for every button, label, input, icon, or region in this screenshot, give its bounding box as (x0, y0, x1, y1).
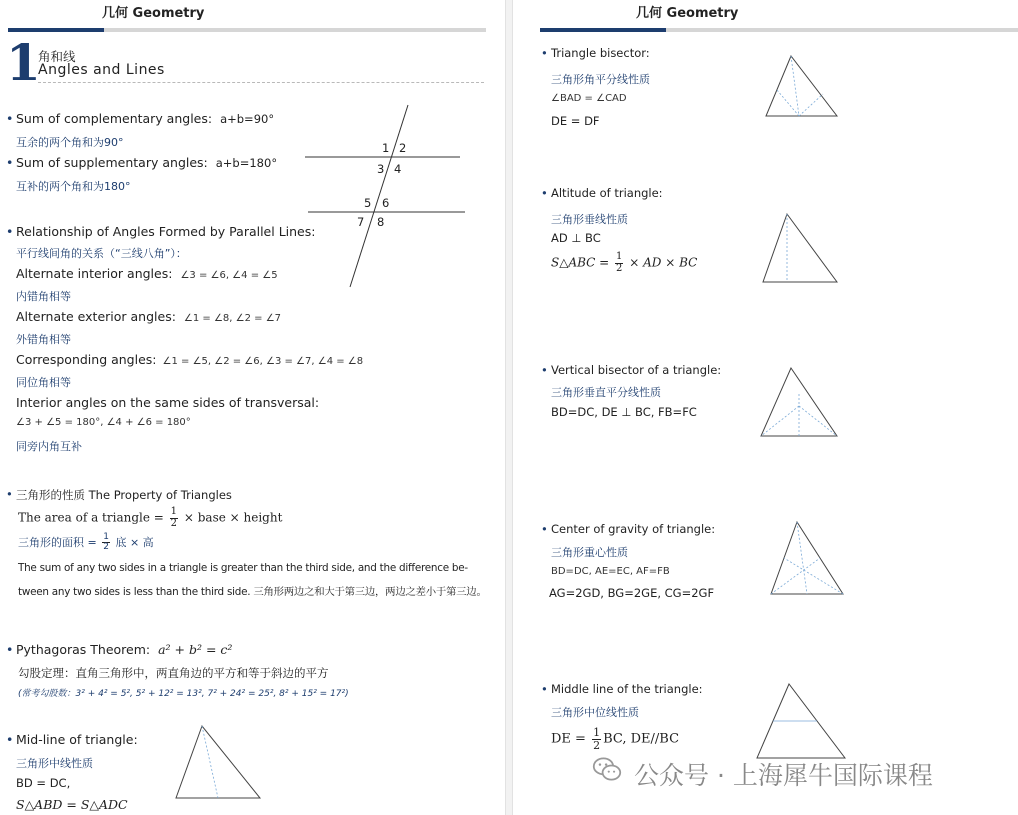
gravity-cn: 三角形重心性质 (551, 546, 628, 559)
bisector-cn: 三角形角平分线性质 (551, 73, 650, 86)
triangle-area-cn: 三角形的面积 = $\frac{1}{2}$ 底 × 高 (18, 532, 154, 553)
alt-exterior-label: Alternate exterior angles: ∠1 = ∠8, ∠2 = ∠7 (16, 309, 282, 324)
angle-label-4: 4 (394, 162, 402, 176)
section-title-en: Angles and Lines (38, 62, 165, 78)
pythagoras-cn: 勾股定理：直角三角形中，两直角边的平方和等于斜边的平方 (18, 666, 329, 680)
gravity-line1: BD=DC, AE=EC, AF=FB (551, 566, 670, 577)
vertical-bisector-label: • Vertical bisector of a triangle: (551, 363, 721, 377)
alt-interior-label: Alternate interior angles: ∠3 = ∠6, ∠4 = ∠5 (16, 266, 278, 281)
bisector-triangle-figure (763, 50, 843, 120)
alt-exterior-formula: ∠1 = ∠8, ∠2 = ∠7 (183, 313, 282, 324)
pythagoras-label: • Pythagoras Theorem: a² + b² = c² (16, 642, 232, 657)
interior-same-side-label: Interior angles on the same sides of transversal: (16, 395, 320, 410)
altitude-label: • Altitude of triangle: (551, 186, 663, 200)
midline-line1: BD = DC, (16, 776, 71, 790)
vertical-bisector-line1: BD=DC, DE ⊥ BC, FB=FC (551, 405, 697, 419)
alt-exterior-cn: 外错角相等 (16, 333, 71, 346)
angle-label-1: 1 (382, 141, 390, 155)
triangle-property-title: • 三角形的性质 The Property of Triangles (16, 487, 232, 503)
section-number: 1 (6, 33, 41, 92)
altitude-triangle-figure (759, 208, 849, 288)
vertical-bisector-cn: 三角形垂直平分线性质 (551, 386, 661, 399)
right-header-bar (540, 28, 1018, 32)
gravity-line2: AG=2GD, BG=2GE, CG=2GF (549, 586, 715, 600)
left-page (0, 0, 505, 815)
gravity-label: • Center of gravity of triangle: (551, 522, 715, 536)
section-title-cn: 角和线 (38, 49, 76, 64)
pythagoras-formula: a² + b² = c² (158, 642, 233, 657)
pythagoras-common: (常考勾股数：3² + 4² = 5², 5² + 12² = 13², 7² + 24² = 25², 8² + 15² = 17²) (18, 689, 349, 699)
wechat-icon (592, 754, 622, 784)
triangle-sides-line2: tween any two sides is less than the third side. 三角形两边之和大于第三边，两边之差小于第三边。 (18, 586, 487, 598)
triangle-sides-line1: The sum of any two sides in a triangle is greater than the third side, and the difference be- (18, 562, 468, 574)
corresponding-label: Corresponding angles: ∠1 = ∠5, ∠2 = ∠6, ∠3 = ∠7, ∠4 = ∠8 (16, 352, 364, 367)
corresponding-formula: ∠1 = ∠5, ∠2 = ∠6, ∠3 = ∠7, ∠4 = ∠8 (162, 356, 364, 367)
right-page (513, 0, 1018, 815)
section-divider (38, 82, 484, 83)
gravity-triangle-figure (767, 518, 852, 598)
supplementary-label: • Sum of supplementary angles: a+b=180° (16, 155, 277, 170)
angle-label-6: 6 (382, 196, 390, 210)
triangle-area-formula: The area of a triangle = $\frac{1}{2}$ × base × height (18, 506, 283, 529)
midline-cn: 三角形中线性质 (16, 757, 93, 770)
middle-line-triangle-figure (753, 680, 853, 762)
midline-triangle-figure (168, 718, 268, 808)
angle-label-8: 8 (377, 215, 385, 229)
middle-line-cn: 三角形中位线性质 (551, 706, 639, 719)
altitude-line1: AD ⊥ BC (551, 231, 601, 245)
page-gutter (505, 0, 513, 815)
alt-interior-cn: 内错角相等 (16, 290, 71, 303)
complementary-formula: a+b=90° (220, 112, 275, 126)
corresponding-cn: 同位角相等 (16, 376, 71, 389)
altitude-cn: 三角形垂线性质 (551, 213, 628, 226)
complementary-cn: 互余的两个角和为90° (16, 136, 124, 149)
middle-line-label: • Middle line of the triangle: (551, 682, 703, 696)
parallel-lines-figure (300, 100, 470, 290)
supplementary-formula: a+b=180° (215, 156, 278, 170)
angle-label-3: 3 (377, 162, 385, 176)
vertical-bisector-triangle-figure (757, 362, 847, 442)
angle-label-2: 2 (399, 141, 407, 155)
complementary-label: • Sum of complementary angles: a+b=90° (16, 111, 274, 126)
alt-interior-formula: ∠3 = ∠6, ∠4 = ∠5 (180, 270, 278, 281)
bisector-line1: ∠BAD = ∠CAD (551, 93, 627, 104)
angle-label-7: 7 (357, 215, 365, 229)
left-header-title: 几何 Geometry (102, 6, 205, 21)
bisector-line2: DE = DF (551, 114, 600, 128)
left-header-bar (8, 28, 486, 32)
right-header-title: 几何 Geometry (636, 6, 739, 21)
altitude-area-formula: S△ABC = $\frac{1}{2}$ × AD × BC (551, 251, 698, 274)
angle-label-5: 5 (364, 196, 372, 210)
parallel-cn: 平行线间角的关系（“三线八角”）： (16, 247, 187, 260)
supplementary-cn: 互补的两个角和为180° (16, 180, 131, 193)
interior-same-side-cn: 同旁内角互补 (16, 440, 82, 453)
watermark-text: 公众号 · 上海犀牛国际课程 (634, 761, 933, 790)
interior-same-side-formula: ∠3 + ∠5 = 180°, ∠4 + ∠6 = 180° (16, 417, 191, 428)
middle-line-formula: DE = $\frac{1}{2}$ BC, DE//BC (551, 726, 680, 752)
bisector-label: • Triangle bisector: (551, 46, 650, 60)
midline-line2: S△ABD = S△ADC (16, 797, 128, 812)
parallel-label: • Relationship of Angles Formed by Parallel Lines: (16, 224, 315, 239)
midline-label: • Mid-line of triangle: (16, 732, 138, 747)
